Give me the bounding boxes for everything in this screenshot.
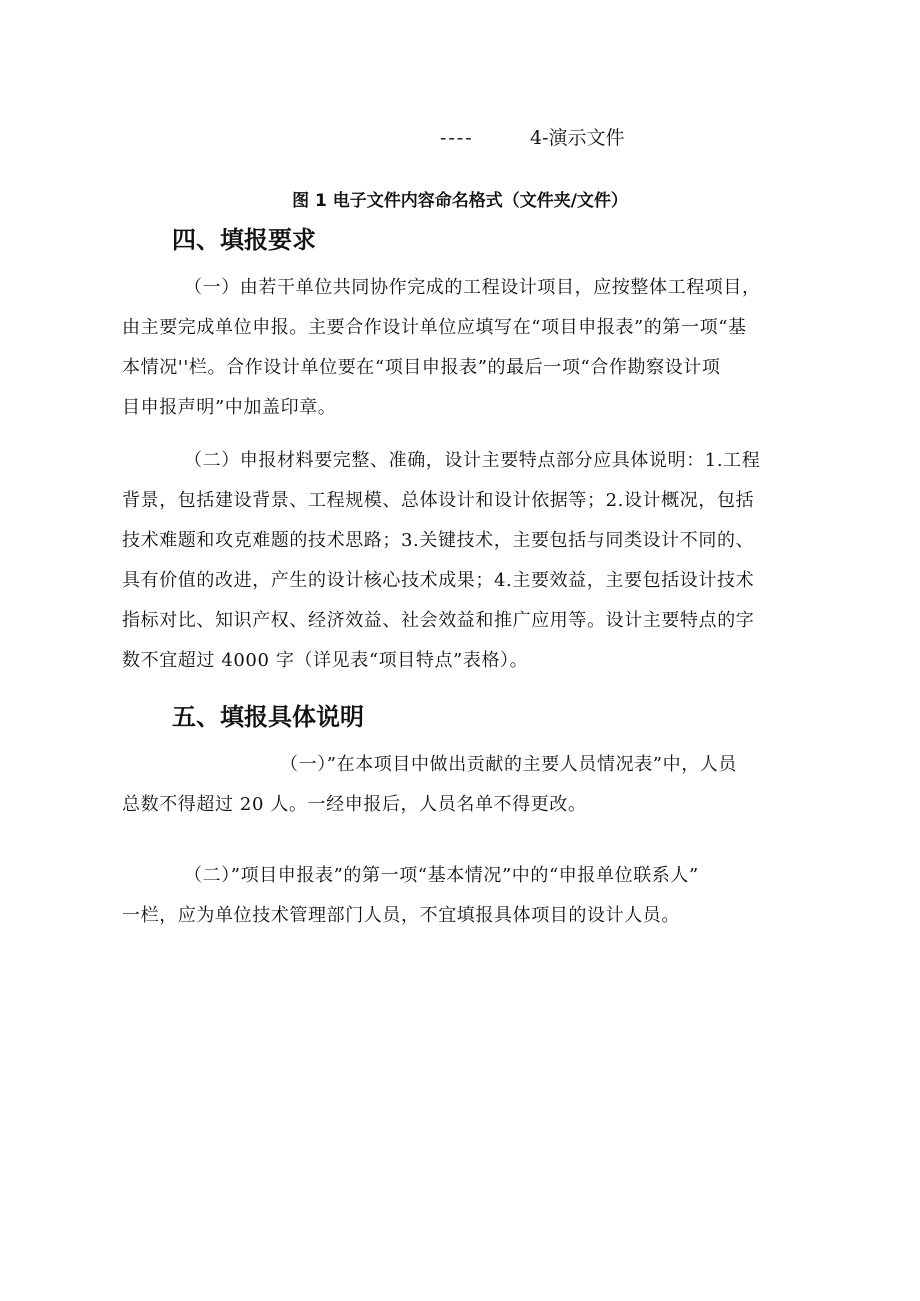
paragraph-joint-projects — [122, 268, 802, 428]
paragraph-line: 数不宜超过 4000 字（详见表“项目特点”表格）。 — [122, 650, 529, 671]
paragraph-line: 由主要完成单位申报。主要合作设计单位应填写在“项目申报表”的第一项“基 — [122, 317, 747, 338]
figure-caption: 图 1 电子文件内容命名格式（文件夹/文件） — [292, 191, 628, 211]
section-heading-instructions: 五、填报具体说明 — [172, 703, 364, 731]
paragraph-line: 一栏，应为单位技术管理部门人员，不宜填报具体项目的设计人员。 — [122, 905, 680, 926]
paragraph-materials — [122, 441, 802, 681]
paragraph-line: （二）”项目申报表”的第一项“基本情况”中的“申报单位联系人” — [184, 865, 699, 886]
tree-item-label: 4-演示文件 — [530, 127, 625, 149]
paragraph-line: 技术难题和攻克难题的技术思路；3.关键技术，主要包括与同类设计不同的、 — [122, 530, 755, 551]
paragraph-line: （一）”在本项目中做出贡献的主要人员情况表”中，人员 — [280, 754, 738, 775]
paragraph-line: 具有价值的改进，产生的设计核心技术成果；4.主要效益，主要包括设计技术 — [122, 570, 755, 591]
paragraph-line: 目申报声明”中加盖印章。 — [122, 397, 337, 418]
paragraph-personnel — [122, 745, 802, 825]
paragraph-line: （二）申报材料要完整、准确，设计主要特点部分应具体说明：1.工程 — [184, 450, 761, 471]
file-tree-entry — [440, 124, 625, 152]
paragraph-line: （一）由若干单位共同协作完成的工程设计项目，应按整体工程项目， — [184, 277, 761, 298]
paragraph-line: 本情况''栏。合作设计单位要在“项目申报表”的最后一项“合作勘察设计项 — [122, 357, 721, 378]
paragraph-line: 指标对比、知识产权、经济效益、社会效益和推广应用等。设计主要特点的字 — [122, 610, 755, 631]
paragraph-line: 总数不得超过 20 人。一经申报后，人员名单不得更改。 — [122, 794, 587, 815]
paragraph-contact-person — [122, 856, 802, 936]
tree-dashes: ---- — [440, 127, 474, 149]
paragraph-line: 背景，包括建设背景、工程规模、总体设计和设计依据等；2.设计概况，包括 — [122, 490, 755, 511]
section-heading-requirements: 四、填报要求 — [172, 226, 316, 254]
